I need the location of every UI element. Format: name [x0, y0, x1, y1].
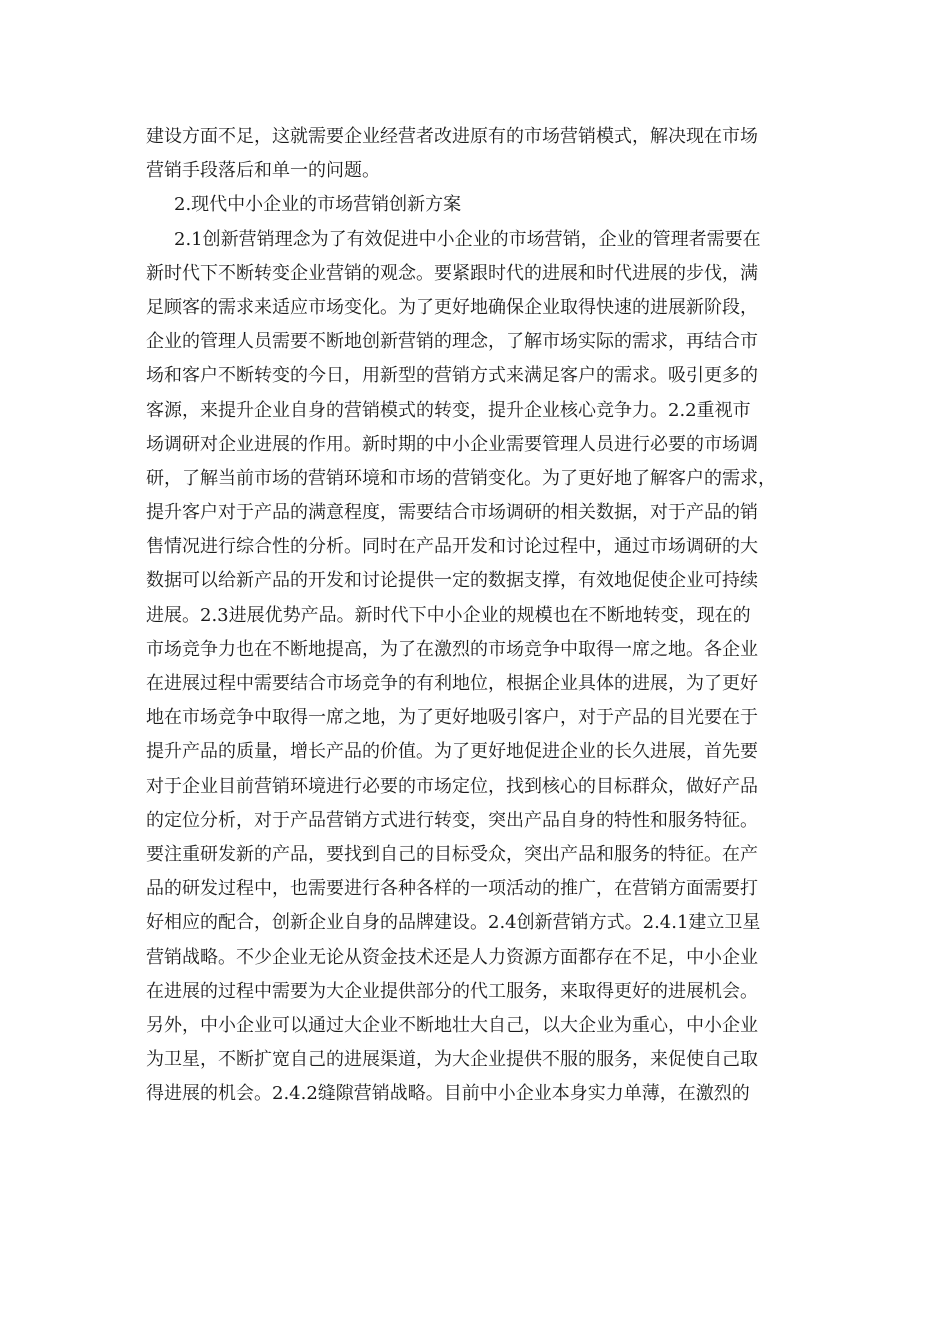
paragraph-first-line: 2.现代中小企业的市场营销创新方案 — [174, 194, 462, 216]
text-line: 研，了解当前市场的营销环境和市场的营销变化。为了更好地了解客户的需求， — [146, 467, 776, 489]
body-text — [146, 120, 806, 1111]
text-line: 企业的管理人员需要不断地创新营销的理念，了解市场实际的需求，再结合市 — [146, 331, 758, 353]
text-line: 品的研发过程中，也需要进行各种各样的一项活动的推广，在营销方面需要打 — [146, 878, 758, 900]
text-line: 的定位分析，对于产品营销方式进行转变，突出产品自身的特性和服务特征。 — [146, 809, 758, 831]
text-line: 好相应的配合，创新企业自身的品牌建设。2.4创新营销方式。2.4.1建立卫星 — [146, 912, 761, 934]
text-line: 数据可以给新产品的开发和讨论提供一定的数据支撑，有效地促使企业可持续 — [146, 570, 758, 592]
text-line: 营销战略。不少企业无论从资金技术还是人力资源方面都存在不足，中小企业 — [146, 946, 758, 968]
text-line: 营销手段落后和单一的问题。 — [146, 160, 380, 182]
text-line: 提升产品的质量，增长产品的价值。为了更好地促进企业的长久进展，首先要 — [146, 741, 758, 763]
text-line: 建设方面不足，这就需要企业经营者改进原有的市场营销模式，解决现在市场 — [146, 126, 758, 147]
text-line: 场调研对企业进展的作用。新时期的中小企业需要管理人员进行必要的市场调 — [146, 433, 758, 455]
text-line: 提升客户对于产品的满意程度，需要结合市场调研的相关数据，对于产品的销 — [146, 502, 758, 524]
text-line: 新时代下不断转变企业营销的观念。要紧跟时代的进展和时代进展的步伐，满 — [146, 262, 758, 284]
text-line: 售情况进行综合性的分析。同时在产品开发和讨论过程中，通过市场调研的大 — [146, 536, 758, 558]
text-line: 足顾客的需求来适应市场变化。为了更好地确保企业取得快速的进展新阶段， — [146, 296, 758, 318]
text-line: 进展。2.3进展优势产品。新时代下中小企业的规模也在不断地转变，现在的 — [146, 604, 751, 626]
text-line: 对于企业目前营销环境进行必要的市场定位，找到核心的目标群众，做好产品 — [146, 775, 758, 797]
text-line: 地在市场竞争中取得一席之地，为了更好地吸引客户，对于产品的目光要在于 — [146, 707, 758, 729]
text-line: 在进展的过程中需要为大企业提供部分的代工服务，来取得更好的进展机会。 — [146, 980, 758, 1002]
text-line: 要注重研发新的产品，要找到自己的目标受众，突出产品和服务的特征。在产 — [146, 843, 758, 865]
text-line: 客源，来提升企业自身的营销模式的转变，提升企业核心竞争力。2.2重视市 — [146, 399, 751, 421]
paragraph-first-line: 2.1创新营销理念为了有效促进中小企业的市场营销，企业的管理者需要在 — [174, 228, 761, 250]
text-line: 另外，中小企业可以通过大企业不断地壮大自己，以大企业为重心，中小企业 — [146, 1014, 758, 1036]
text-line: 市场竞争力也在不断地提高，为了在激烈的市场竞争中取得一席之地。各企业 — [146, 638, 758, 660]
text-line: 在进展过程中需要结合市场竞争的有利地位，根据企业具体的进展，为了更好 — [146, 673, 758, 694]
text-line: 场和客户不断转变的今日，用新型的营销方式来满足客户的需求。吸引更多的 — [146, 365, 758, 387]
text-line: 为卫星，不断扩宽自己的进展渠道，为大企业提供不服的服务，来促使自己取 — [146, 1049, 758, 1071]
text-line: 得进展的机会。2.4.2缝隙营销战略。目前中小企业本身实力单薄，在激烈的 — [146, 1083, 750, 1105]
